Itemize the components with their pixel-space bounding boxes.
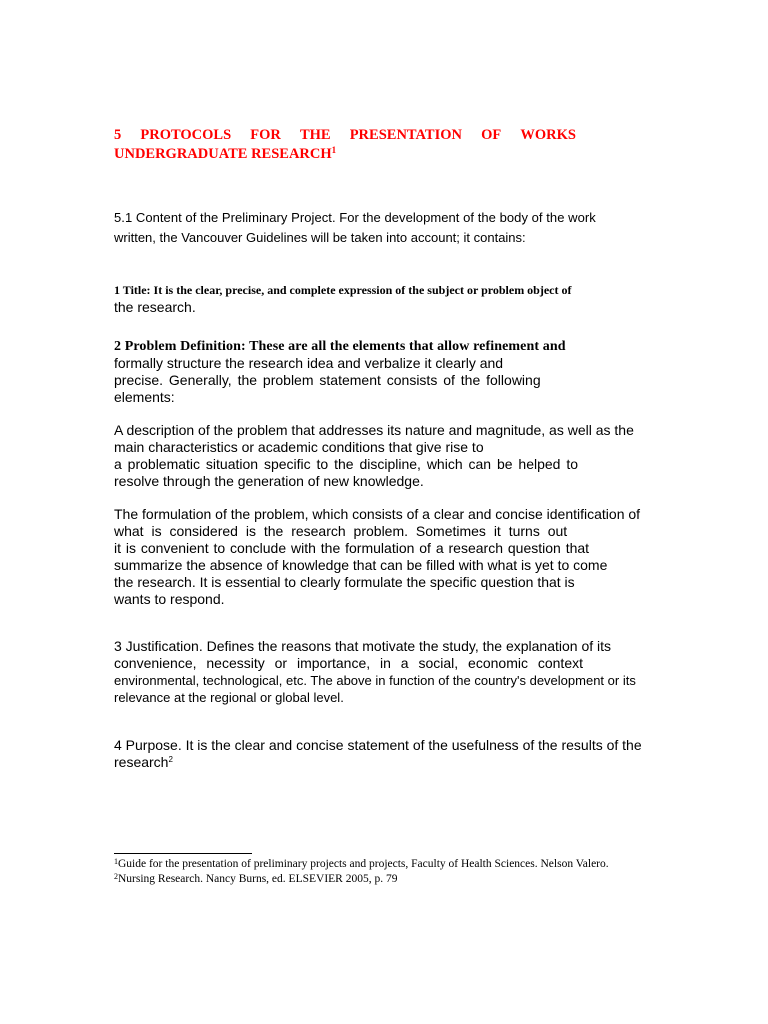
heading-word: PRESENTATION bbox=[349, 127, 462, 143]
paragraph-line: it is convenient to conclude with the formulation of a research question that bbox=[114, 540, 590, 556]
heading-word: FOR bbox=[250, 127, 281, 143]
paragraph-line: The formulation of the problem, which consists of a clear and concise identification of bbox=[114, 506, 641, 522]
paragraph-line: elements: bbox=[114, 389, 175, 405]
paragraph-line: precise. Generally, the problem statement consists of the following bbox=[114, 372, 541, 388]
heading-word: WORKS bbox=[520, 127, 576, 143]
paragraph-line: resolve through the generation of new knowledge. bbox=[114, 473, 424, 489]
heading-line-2: UNDERGRADUATE RESEARCH$^1$ bbox=[114, 145, 337, 162]
paragraph-line: research$^2$ bbox=[114, 754, 173, 770]
heading-word: 5 bbox=[114, 127, 122, 143]
heading-word: PROTOCOLS bbox=[140, 127, 232, 143]
heading-word: OF bbox=[481, 127, 502, 143]
paragraph-line: what is considered is the research problem. Sometimes it turns out bbox=[114, 523, 568, 539]
paragraph-line: relevance at the regional or global level. bbox=[114, 690, 344, 705]
justification-paragraph bbox=[114, 638, 636, 706]
heading-line-1 bbox=[114, 126, 576, 145]
heading-word: THE bbox=[299, 127, 331, 143]
section-5-1-paragraph bbox=[114, 208, 650, 248]
title-item-line: the research. bbox=[114, 299, 196, 315]
section-heading bbox=[114, 126, 576, 164]
paragraph-line: A description of the problem that addresses its nature and magnitude, as well as the bbox=[114, 422, 634, 438]
paragraph-line: a problematic situation specific to the discipline, which can be helped to bbox=[114, 456, 579, 472]
purpose-paragraph bbox=[114, 737, 642, 771]
paragraph-line: wants to respond. bbox=[114, 591, 225, 607]
paragraph-line: environmental, technological, etc. The above in function of the country's development or its bbox=[114, 673, 636, 688]
problem-definition bbox=[114, 338, 566, 406]
footnote-ref-2: 2 bbox=[168, 755, 173, 764]
footnote-1: $^1$Guide for the presentation of preliminary projects and projects, Faculty of Health Sciences. Nelson Valero. bbox=[114, 857, 609, 870]
footnote-2: $^2$Nursing Research. Nancy Burns, ed. ELSEVIER 2005, p. 79 bbox=[114, 872, 398, 885]
paragraph-line: written, the Vancouver Guidelines will be taken into account; it contains: bbox=[114, 230, 526, 245]
paragraph-line: 5.1 Content of the Preliminary Project. For the development of the body of the work bbox=[114, 210, 596, 225]
footnote-separator bbox=[114, 853, 252, 854]
paragraph-line: 4 Purpose. It is the clear and concise statement of the usefulness of the results of the bbox=[114, 737, 642, 753]
title-item-bold: 1 Title: It is the clear, precise, and complete expression of the subject or problem object of bbox=[114, 283, 572, 297]
paragraph-line: convenience, necessity or importance, in a social, economic context bbox=[114, 655, 583, 671]
paragraph-line: the research. It is essential to clearly formulate the specific question that is bbox=[114, 574, 575, 590]
description-paragraph bbox=[114, 422, 634, 490]
paragraph-line: main characteristics or academic conditions that give rise to bbox=[114, 439, 484, 455]
paragraph-line: 3 Justification. Defines the reasons that motivate the study, the explanation of its bbox=[114, 638, 612, 654]
paragraph-line: summarize the absence of knowledge that can be filled with what is yet to come bbox=[114, 557, 608, 573]
formulation-paragraph bbox=[114, 506, 640, 608]
paragraph-line: formally structure the research idea and verbalize it clearly and bbox=[114, 355, 504, 371]
title-item bbox=[114, 282, 572, 316]
footnote-ref-1: 1 bbox=[331, 145, 337, 155]
problem-definition-bold: 2 Problem Definition: These are all the elements that allow refinement and bbox=[114, 339, 566, 354]
